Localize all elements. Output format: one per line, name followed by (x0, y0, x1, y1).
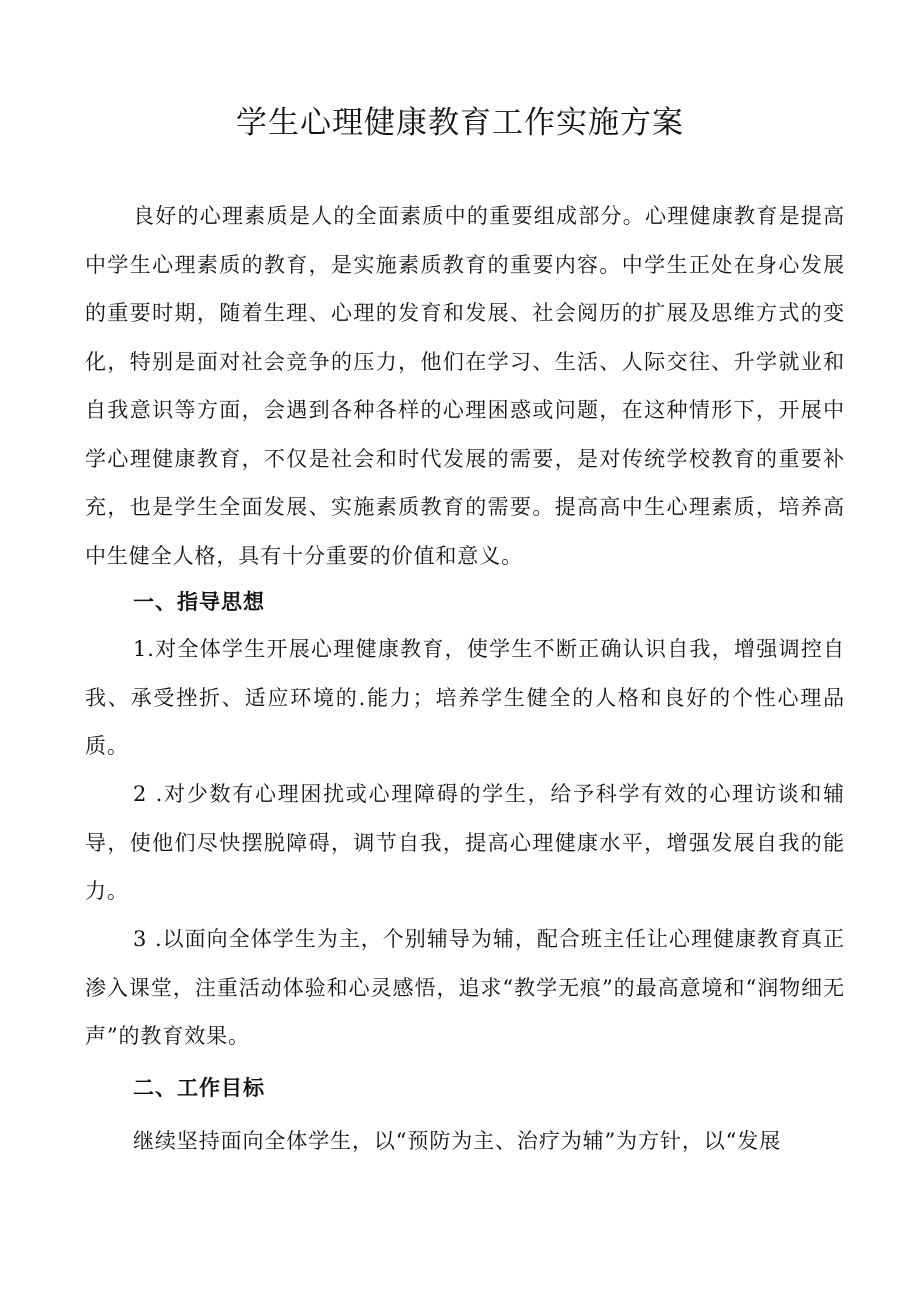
list-item: 2 .对少数有心理困扰或心理障碍的学生，给予科学有效的心理访谈和辅导，使他们尽快摆脱障碍，调节自我，提高心理健康水平，增强发展自我的能力。 (85, 782, 845, 903)
list-item: 3 .以面向全体学生为主，个别辅导为辅，配合班主任让心理健康教育真正渗入课堂，注重活动体验和心灵感悟，追求“教学无痕”的最高意境和“润物细无声”的教育效果。 (85, 927, 845, 1048)
section-heading-work-goals: 二、工作目标 (133, 1076, 265, 1100)
document-title: 学生心理健康教育工作实施方案 (236, 105, 684, 141)
section-heading-guiding-ideology: 一、指导思想 (133, 590, 265, 614)
goals-paragraph: 继续坚持面向全体学生，以“预防为主、治疗为辅”为方针，以“发展 (133, 1129, 782, 1153)
list-item: 1.对全体学生开展心理健康教育，使学生不断正确认识自我，增强调控自我、承受挫折、适应环境的.能力；培养学生健全的人格和良好的个性心理品质。 (85, 637, 845, 758)
intro-paragraph: 良好的心理素质是人的全面素质中的重要组成部分。心理健康教育是提高中学生心理素质的教育，是实施素质教育的重要内容。中学生正处在身心发展的重要时期，随着生理、心理的发育和发展、社会阅历的扩展及思维方式的变化，特别是面对社会竞争的压力，他们在学习、生活、人际交往、升学就业和自我意识等方面，会遇到各种各样的心理困惑或问题，在这种情形下，开展中学心理健康教育，不仅是社会和时代发展的需要，是对传统学校教育的重要补充，也是学生全面发展、实施素质教育的需要。提高高中生心理素质，培养高中生健全人格，具有十分重要的价值和意义。 (85, 204, 845, 568)
